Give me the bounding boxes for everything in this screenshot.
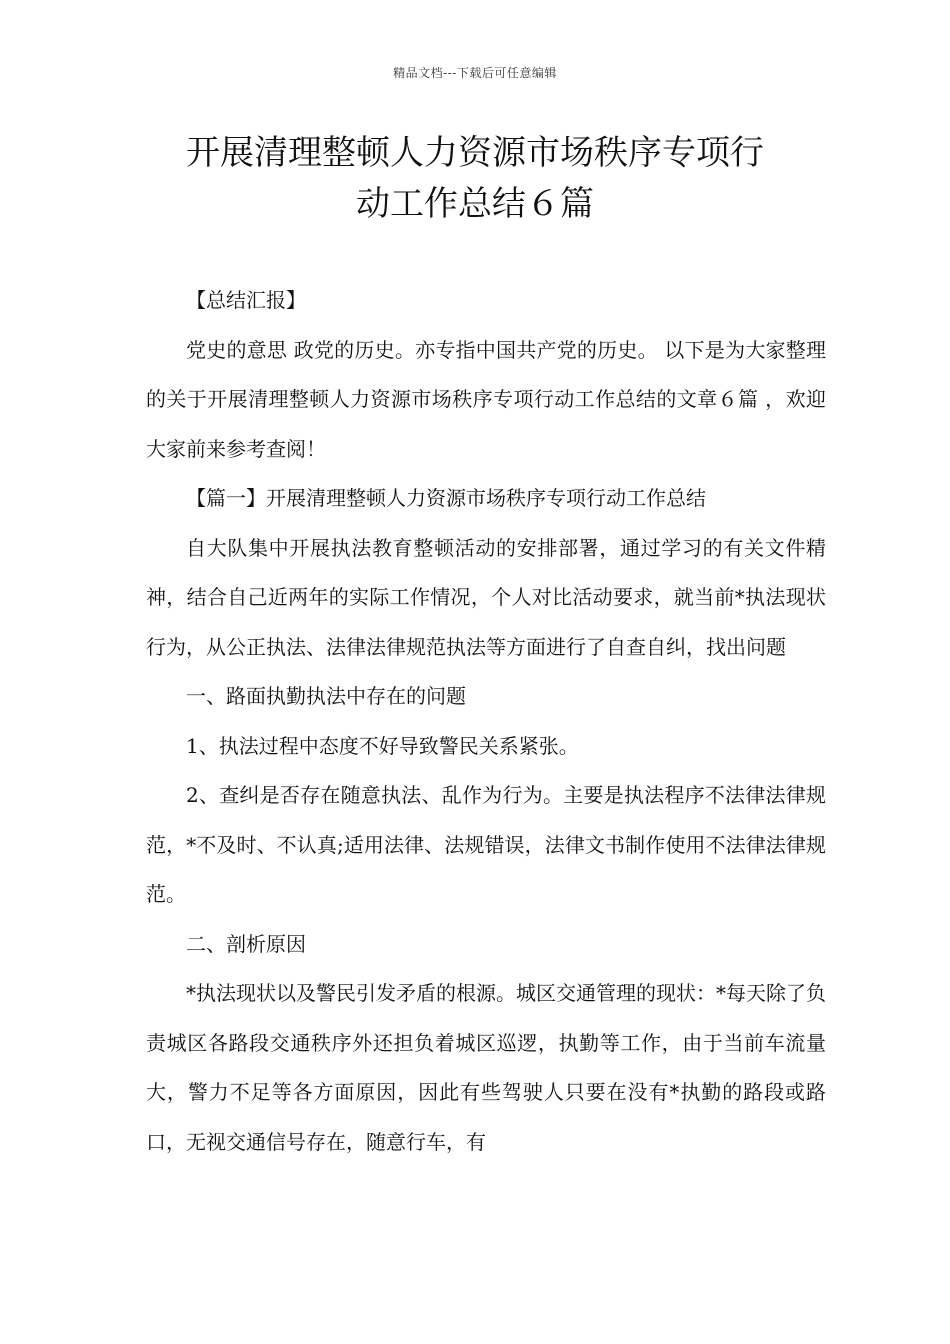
body-paragraph: *执法现状以及警民引发矛盾的根源。城区交通管理的现状：*每天除了负责城区各路段交通秩序外还担负着城区巡逻，执勤等工作，由于当前车流量大，警力不足等各方面原因，因此有些驾驶人只要在没有*执勤的路段或路口，无视交通信号存在，随意行车，有 <box>146 981 826 1154</box>
document-title <box>120 128 830 230</box>
title-line-1: 开展清理整顿人力资源市场秩序专项行 <box>186 133 764 173</box>
document-body <box>146 276 826 1167</box>
body-paragraph: 自大队集中开展执法教育整顿活动的安排部署，通过学习的有关文件精神，结合自己近两年的实际工作情况，个人对比活动要求，就当前*执法现状行为，从公正执法、法律法律规范执法等方面进行了自查自纠，找出问题 <box>146 535 826 659</box>
intro-paragraph: 党史的意思 政党的历史。亦专指中国共产党的历史。 以下是为大家整理的关于开展清理整顿人力资源市场秩序专项行动工作总结的文章６篇 ，欢迎大家前来参考查阅！ <box>146 337 826 461</box>
section-heading: 一、路面执勤执法中存在的问题 <box>186 684 466 708</box>
title-line-2: 动工作总结６篇 <box>356 184 594 224</box>
section-label: 【总结汇报】 <box>186 288 306 312</box>
article-heading: 【篇一】开展清理整顿人力资源市场秩序专项行动工作总结 <box>186 486 706 510</box>
section-heading: 二、剖析原因 <box>186 931 306 956</box>
header-note: 精品文档---下载后可任意编辑 <box>393 66 557 80</box>
list-item: 1、执法过程中态度不好导致警民关系紧张。 <box>186 733 579 758</box>
list-item: 2、查纠是否存在随意执法、乱作为行为。主要是执法程序不法律法律规范，*不及时、不认真;适用法律、法规错误，法律文书制作使用不法律法律规范。 <box>146 783 826 906</box>
